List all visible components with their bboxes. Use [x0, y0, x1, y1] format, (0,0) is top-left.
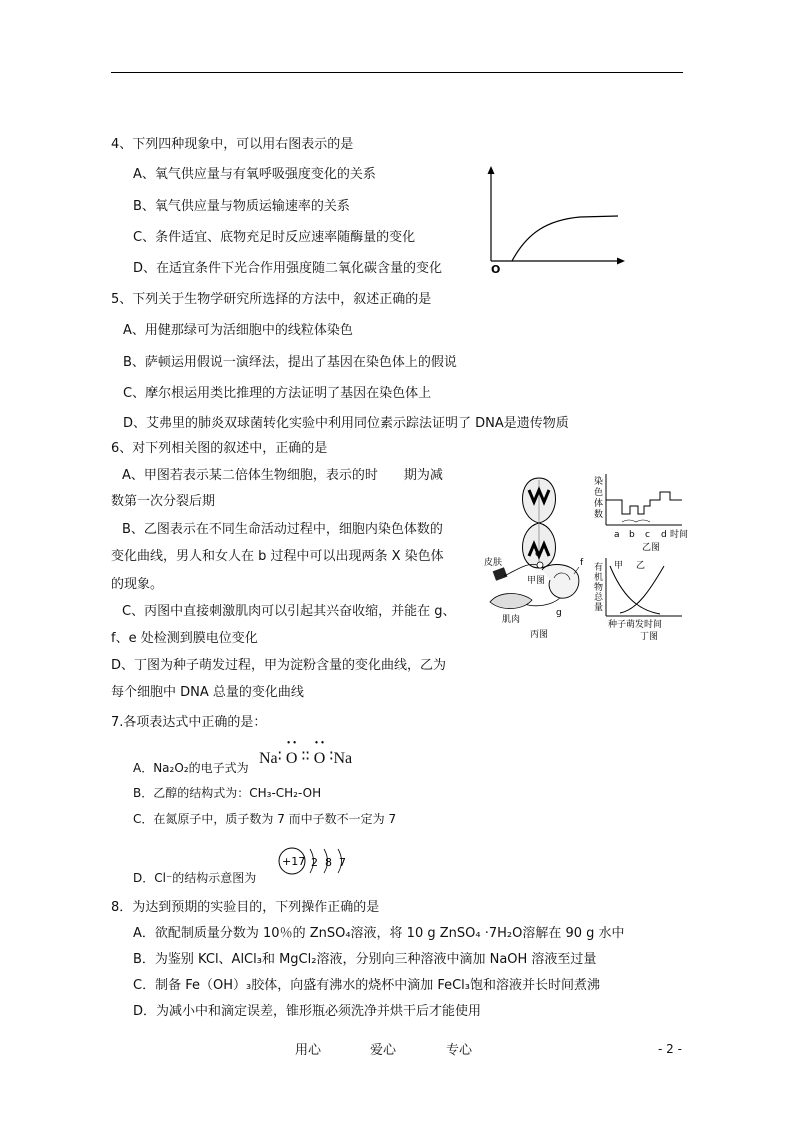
oxygen-1: • • O: [285, 738, 298, 767]
q7-option-c: C．在氮原子中，质子数为 7 而中子数不一定为 7: [133, 812, 397, 826]
header-rule: [111, 72, 683, 73]
q6-option-b-line3: 的现象。: [111, 577, 164, 592]
jia-caption: 甲图: [527, 576, 546, 586]
q6-option-c-line1: C、丙图中直接刺激肌肉可以引起其兴奋收缩，并能在 g、: [122, 604, 456, 619]
ding-ylabel-3: 物: [594, 583, 604, 593]
oxygen-2: • • O: [313, 738, 326, 767]
yi-ylabel-1: 染: [594, 477, 604, 487]
ding-yi-label: 乙: [636, 561, 646, 571]
q8-option-d: D．为减小中和滴定误差，锥形瓶必须洗净并烘干后才能使用: [133, 1004, 482, 1019]
bing-skin-label: 皮肤: [484, 558, 503, 568]
q4-curve-graph: [482, 163, 632, 278]
q6-option-d-line1: D、丁图为种子萌发过程，甲为淀粉含量的变化曲线，乙为: [111, 658, 447, 673]
q6-option-b-line2: 变化曲线，男人和女人在 b 过程中可以出现两条 X 染色体: [111, 549, 444, 564]
page-number: - 2 -: [658, 1042, 682, 1056]
bing-g-label: g: [556, 608, 562, 618]
bing-caption: 丙图: [530, 630, 549, 640]
ding-jia-label: 甲: [614, 561, 624, 571]
q4-option-d: D、在适宜条件下光合作用强度随二氧化碳含量的变化: [133, 261, 443, 276]
q5-stem: 5、下列关于生物学研究所选择的方法中，叙述正确的是: [111, 292, 432, 307]
q6-option-c-line2: f、e 处检测到膜电位变化: [111, 631, 258, 646]
cl-shell-3: 7: [339, 856, 346, 869]
q5-option-d: D、艾弗里的肺炎双球菌转化实验中利用同位素示踪法证明了 DNA是遗传物质: [123, 416, 569, 431]
yi-ylabel-3: 体: [594, 499, 604, 509]
q5-option-a: A、用健那绿可为活细胞中的线粒体染色: [123, 323, 353, 338]
skin-receptor-icon: [493, 567, 508, 581]
q8-option-c: C．制备 Fe（OH）₃胶体，向盛有沸水的烧杯中滴加 FeCl₃饱和溶液并长时间煮沸: [133, 978, 600, 993]
q7-option-d: D．Cl⁻的结构示意图为: [133, 871, 257, 885]
bing-e-label: e: [535, 549, 541, 559]
cl-shell-2: 8: [325, 856, 332, 869]
ding-xlabel: 种子萌发时间: [608, 620, 663, 630]
na-right: Na: [333, 750, 353, 767]
q6-option-a-line1: A、甲图若表示某二倍体生物细胞，表示的时 期为减: [122, 468, 443, 483]
cl-shell-1: 2: [311, 856, 318, 869]
footer-motto-1: 用心: [295, 1043, 322, 1058]
q5-option-c: C、摩尔根运用类比推理的方法证明了基因在染色体上: [123, 386, 432, 401]
yi-xlabel: 时间: [670, 530, 689, 540]
bing-muscle-label: 肌肉: [502, 615, 521, 625]
q4-option-c: C、条件适宜、底物充足时反应速率随酶量的变化: [133, 230, 416, 245]
q4-origin-label: O: [491, 263, 501, 276]
q4-stem: 4、下列四种现象中，可以用右图表示的是: [111, 137, 354, 152]
q6-option-b-line1: B、乙图表示在不同生命活动过程中，细胞内染色体数的: [122, 522, 443, 537]
q4-option-b: B、氧气供应量与物质运输速率的关系: [133, 199, 350, 214]
cl-nucleus-label: +17: [282, 855, 306, 868]
na-left: Na: [259, 750, 278, 767]
q7-stem: 7.各项表达式中正确的是：: [111, 715, 267, 730]
bing-f-label: f: [580, 558, 584, 568]
footer-motto-3: 专心: [446, 1043, 473, 1058]
q8-option-a: A．欲配制质量分数为 10％的 ZnSO₄溶液，将 10 g ZnSO₄ ·7H₂O溶解在 90 g 水中: [133, 926, 625, 941]
q6-stem: 6、对下列相关图的叙述中，正确的是: [111, 441, 328, 456]
yi-tick-a: a: [614, 530, 620, 540]
ding-ylabel-2: 机: [594, 573, 604, 583]
q7-option-b: B．乙醇的结构式为：CH₃-CH₂-OH: [133, 786, 322, 800]
yi-ylabel-2: 色: [594, 488, 604, 498]
yi-tick-b: b: [629, 530, 635, 540]
q7-option-a: A．Na₂O₂的电子式为: [133, 761, 249, 775]
yi-ylabel-4: 数: [594, 510, 604, 520]
yi-caption: 乙图: [642, 543, 661, 553]
q8-stem: 8．为达到预期的实验目的，下列操作正确的是: [111, 900, 380, 915]
yi-tick-d: d: [661, 530, 667, 540]
cl-ion-structure-diagram: [277, 845, 357, 877]
q6-option-a-line2: 数第一次分裂后期: [111, 494, 216, 509]
footer-motto-2: 爱心: [370, 1043, 397, 1058]
q5-option-b: B、萨顿运用假说一演绎法，提出了基因在染色体上的假说: [123, 355, 457, 370]
ding-caption: 丁图: [640, 632, 659, 642]
q8-option-b: B．为鉴别 KCl、AlCl₃和 MgCl₂溶液，分别向三种溶液中滴加 NaOH 溶液至过量: [133, 952, 597, 967]
q6-figure-panel: [482, 470, 692, 645]
ding-ylabel-1: 有: [594, 563, 604, 573]
ding-ylabel-5: 量: [594, 603, 604, 613]
ding-ylabel-4: 总: [594, 593, 604, 603]
yi-tick-c: c: [645, 530, 650, 540]
na2o2-electron-formula: Na∶ • • O ∶∶ • • O ∶Na: [259, 738, 353, 767]
q4-option-a: A、氧气供应量与有氧呼吸强度变化的关系: [133, 167, 376, 182]
q6-option-d-line2: 每个细胞中 DNA 总量的变化曲线: [111, 685, 304, 700]
